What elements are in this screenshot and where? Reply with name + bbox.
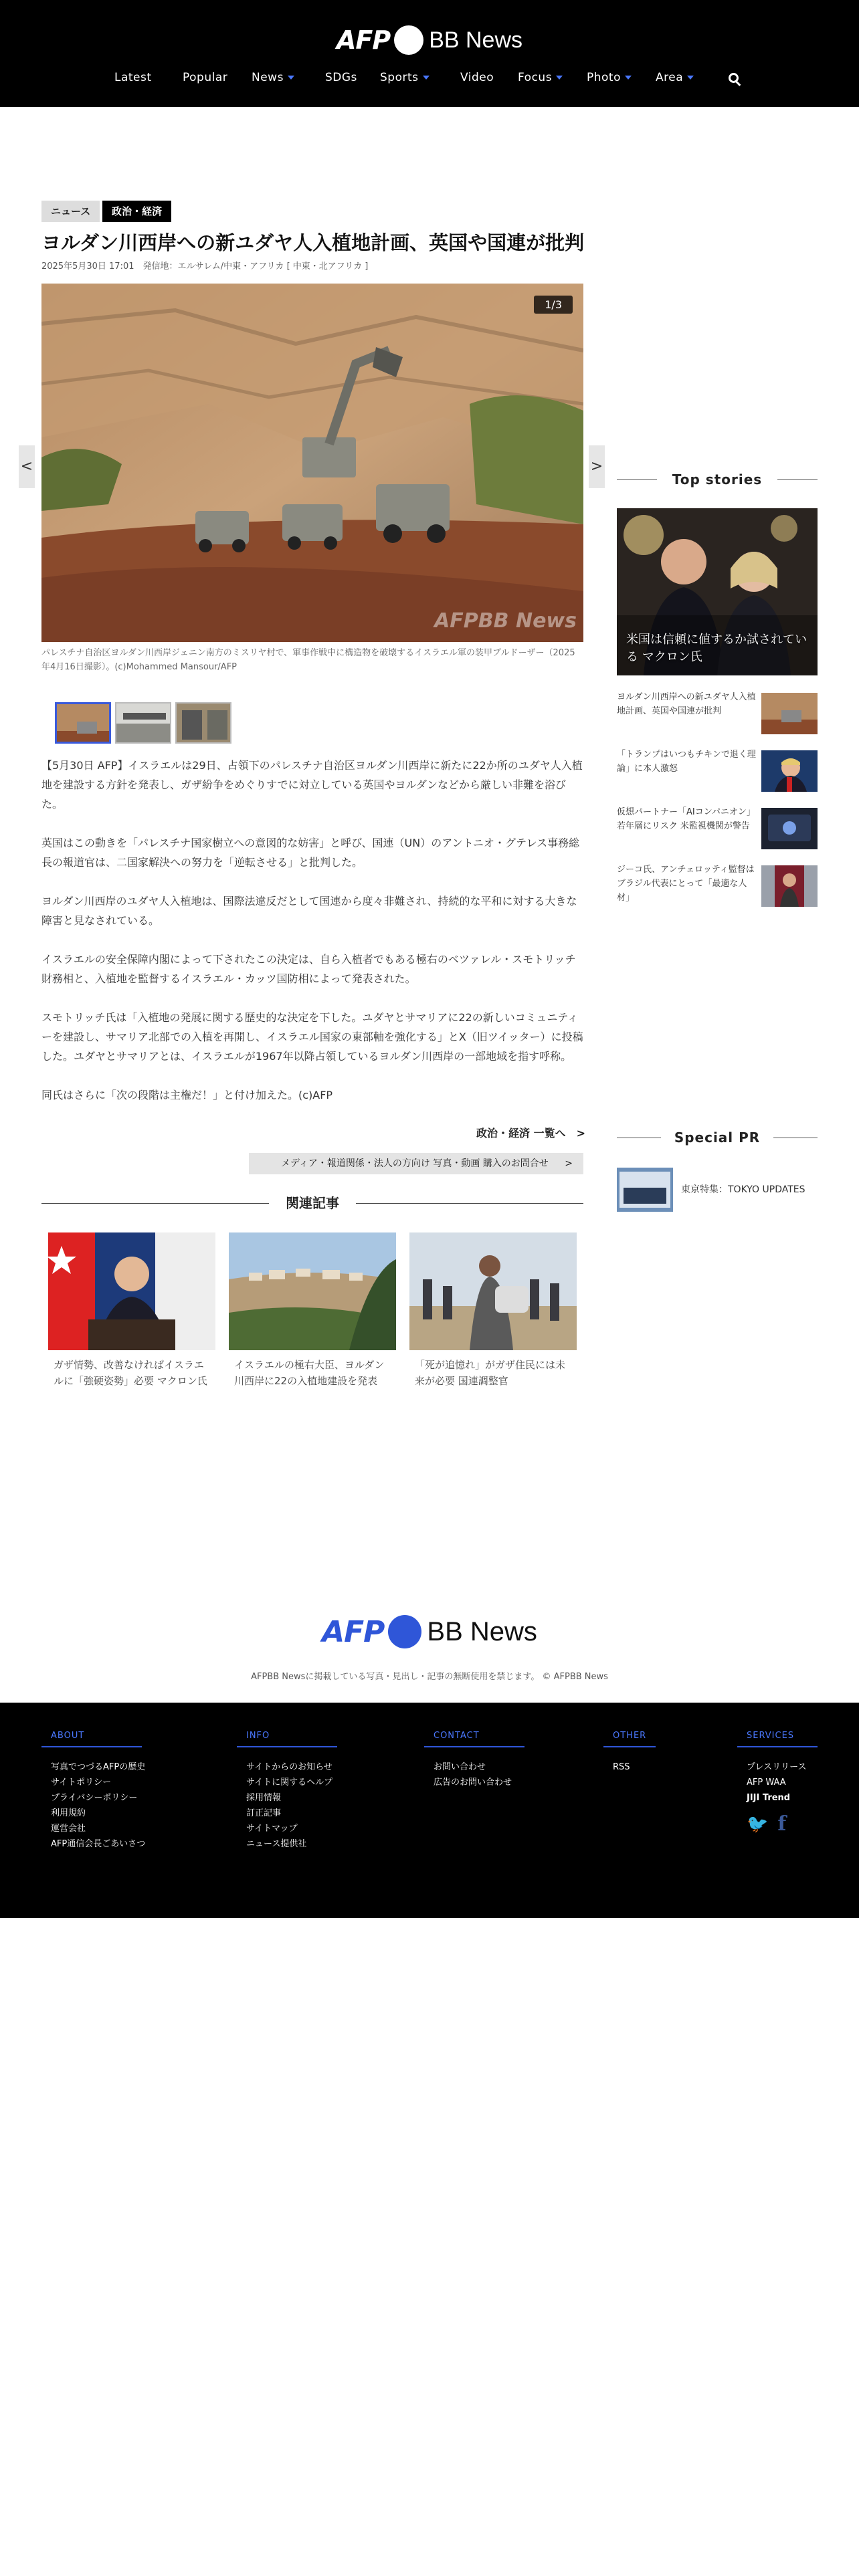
footer-logo[interactable] [0,1612,859,1652]
footer-link[interactable]: サイトに関するヘルプ [246,1778,333,1788]
related-article-title: イスラエルの極右大臣、ヨルダン川西岸に22の入植地建設を発表 [234,1359,385,1387]
related-article-card[interactable] [409,1232,577,1389]
footer-links-section [0,1703,859,1918]
article-paragraph: イスラエルの安全保障内閣によって下されたこの決定は、自ら入植者でもある極右のベツァレル・スモトリッチ財務相と、入植地を監督するイスラエル・カッツ国防相によって発表された。 [41,953,576,985]
top-stories-heading-text: Top stories [672,471,763,488]
footer-column-title: INFO [237,1731,337,1747]
main-photo[interactable] [41,284,583,642]
top-story-title: 「トランプはいつもチキンで退く理論」に本人激怒 [617,750,756,774]
nav-label: SDGs [325,71,357,84]
related-article-card[interactable] [229,1232,396,1389]
article-paragraph: 同氏はさらに「次の段階は主権だ！」と付け加えた。(c)AFP [41,1089,333,1101]
top-story-feature-caption: 米国は信頼に値するか試されている マクロン氏 [626,633,807,664]
copyright-notice: AFPBB Newsに掲載している写真・見出し・記事の無断使用を禁じます。 © AFPBB News [251,1672,608,1682]
logo-bbnews-text: BB News [429,27,523,53]
footer-link[interactable]: 運営会社 [51,1824,86,1834]
photo-thumbnail-2[interactable] [115,702,171,744]
thumbnail-image [177,704,231,744]
media-inquiry-button[interactable] [249,1153,583,1174]
logo-afp-text: AFP [322,1614,385,1649]
related-article-image [409,1232,577,1350]
chevron-down-icon [288,76,294,80]
top-story-thumbnail [761,750,818,792]
footer-link[interactable]: プレスリリース [747,1762,807,1772]
nav-label: News [252,71,284,84]
site-logo[interactable] [0,23,859,58]
footer-link[interactable]: 利用規約 [51,1808,86,1818]
nav-label: Latest [114,71,152,84]
footer-column-title: SERVICES [737,1731,818,1747]
tag-news[interactable]: ニュース [41,201,100,222]
top-story-feature[interactable] [617,508,818,675]
top-story-thumbnail [761,865,818,907]
article-paragraph: ヨルダン川西岸のユダヤ人入植地は、国際法違反だとして国連から度々非難され、持続的な平和に対する大きな障害と見なされている。 [41,895,577,927]
search-icon[interactable] [729,73,739,83]
footer-column-other [603,1728,656,1775]
nav-item-latest[interactable] [114,71,152,84]
footer-link[interactable]: AFP WAA [747,1778,786,1788]
chevron-down-icon [556,76,563,80]
nav-label: Popular [183,71,228,84]
chevron-right-icon: > [565,1158,573,1169]
top-story-item[interactable] [617,690,818,734]
logo-bbnews-text: BB News [427,1616,537,1646]
article-meta: 2025年5月30日 17:01 発信地：エルサレム/中東・アフリカ [ 中東・北アフリカ ] [41,261,369,272]
prev-photo-button[interactable]: < [19,445,35,488]
jiji-trend-link[interactable]: JIJI Trend [747,1793,791,1803]
nav-label: Focus [518,71,553,84]
thumbnail-image [57,704,111,744]
logo-circle-icon [388,1615,421,1648]
top-story-thumbnail [761,808,818,849]
nav-item-photo[interactable] [587,71,632,84]
top-stories-heading [617,469,818,490]
top-story-thumbnail [761,693,818,734]
related-article-image [229,1232,396,1350]
logo-afp-text: AFP [336,25,391,55]
watermark-text: AFPBB News [434,609,577,633]
footer-link[interactable]: お問い合わせ [434,1762,486,1772]
bulldozer-photo-image [41,284,583,642]
photo-caption: パレスチナ自治区ヨルダン川西岸ジェニン南方のミスリヤ村で、軍事作戦中に構造物を破壊するイスラエル軍の装甲ブルドーザー（2025年4月16日撮影）。(c)Mohammed Mansour/AFP [41,648,575,672]
photo-thumbnail-3[interactable] [175,702,231,744]
nav-item-popular[interactable] [183,71,227,84]
footer-column-title: CONTACT [424,1731,524,1747]
nav-item-sports[interactable] [380,71,430,84]
special-pr-item[interactable] [617,1168,818,1213]
chevron-down-icon [423,76,430,80]
footer-link[interactable]: AFP通信会長ごあいさつ [51,1839,146,1849]
footer-link[interactable]: 広告のお問い合わせ [434,1778,512,1788]
social-links [737,1812,818,1836]
chevron-down-icon [687,76,694,80]
footer-column-contact [424,1728,524,1790]
article-paragraph: スモトリッチ氏は「入植地の発展に関する歴史的な決定を下した。ユダヤとサマリアに22の新しいコミュニティーを建設し、サマリア北部での入植を再開し、イスラエル国家の東部軸を強化する」とX（旧ツイッター）に投稿した。ユダヤとサマリアとは、イスラエルが1967年以降占領しているヨルダン川西岸の一部地域を指す呼称。 [41,1011,583,1063]
footer-link[interactable]: 採用情報 [246,1793,282,1803]
nav-label: Sports [380,71,419,84]
thumbnail-image [116,704,171,744]
special-pr-heading [617,1128,818,1148]
site-header [0,0,859,107]
footer-link[interactable]: 写真でつづるAFPの歴史 [51,1762,146,1772]
special-pr-thumbnail [617,1168,673,1212]
related-article-card[interactable] [48,1232,215,1389]
top-story-title: ヨルダン川西岸への新ユダヤ人入植地計画、英国や国連が批判 [617,692,756,716]
nav-label: Area [656,71,684,84]
article-body [41,756,583,1124]
footer-link[interactable]: 訂正記事 [246,1808,282,1818]
footer-column-info [237,1728,337,1852]
media-inquiry-label: メディア・報道関係・法人の方向け 写真・動画 購入のお問合せ [281,1158,549,1169]
footer-link[interactable]: ニュース提供社 [246,1839,307,1849]
facebook-icon[interactable]: f [777,1812,787,1836]
nav-item-sdgs[interactable] [325,71,357,84]
related-heading-text: 関連記事 [286,1195,339,1211]
footer-link[interactable]: サイトからのお知らせ [246,1762,332,1772]
top-story-title: ジーコ氏、アンチェロッティ監督はブラジル代表にとって「最適な人材」 [617,865,755,903]
top-story-title: 仮想パートナー「AIコンパニオン」若年層にリスク 米監視機関が警告 [617,807,755,831]
logo-circle-icon [394,25,423,55]
footer-link[interactable]: プライバシーポリシー [51,1793,138,1803]
category-list-link[interactable]: 政治・経済 一覧へ > [476,1127,585,1140]
special-pr-title: 東京特集：TOKYO UPDATES [681,1184,805,1195]
nav-item-area[interactable] [656,71,694,84]
footer-column-title: ABOUT [41,1731,142,1747]
next-photo-button[interactable]: > [589,445,605,488]
photo-thumbnail-1[interactable] [55,702,111,744]
top-story-item[interactable] [617,863,818,907]
chevron-down-icon [625,76,632,80]
nav-label: Photo [587,71,621,84]
twitter-icon[interactable]: 🐦 [747,1814,769,1834]
footer-link[interactable]: サイトポリシー [51,1778,112,1788]
photo-counter: 1/3 [534,296,573,314]
footer-link[interactable]: サイトマップ [246,1824,298,1834]
main-nav [0,71,859,91]
related-article-title: 「死が追憶れ」がガザ住民には未来が必要 国連調整官 [415,1359,566,1387]
tag-politics-economy[interactable]: 政治・経済 [102,201,171,222]
footer-column-title: OTHER [603,1731,656,1747]
related-article-image [48,1232,215,1350]
related-articles-heading [41,1193,583,1213]
related-article-title: ガザ情勢、改善なければイスラエルに「強硬姿勢」必要 マクロン氏 [54,1359,207,1387]
top-story-item[interactable] [617,805,818,849]
nav-label: Video [460,71,494,84]
article-title: ヨルダン川西岸への新ユダヤ人入植地計画、英国や国連が批判 [41,231,585,254]
nav-item-video[interactable] [460,71,494,84]
article-paragraph: 英国はこの動きを「パレスチナ国家樹立への意図的な妨害」と呼び、国連（UN）のアントニオ・グテレス事務総長の報道官は、二国家解決への努力を「逆転させる」と批判した。 [41,837,580,869]
special-pr-heading-text: Special PR [674,1130,761,1146]
footer-column-about [41,1728,145,1852]
nav-item-news[interactable] [252,71,294,84]
footer-column-services [737,1728,818,1836]
article-paragraph: 【5月30日 AFP】イスラエルは29日、占領下のパレスチナ自治区ヨルダン川西岸に新たに22か所のユダヤ人入植地を建設する方針を発表し、ガザ紛争をめぐりすでに対立している英国やヨルダンなどから厳しい非難を浴びた。 [41,759,583,811]
nav-item-focus[interactable] [518,71,563,84]
footer-link[interactable]: RSS [613,1762,630,1772]
top-story-item[interactable] [617,748,818,792]
